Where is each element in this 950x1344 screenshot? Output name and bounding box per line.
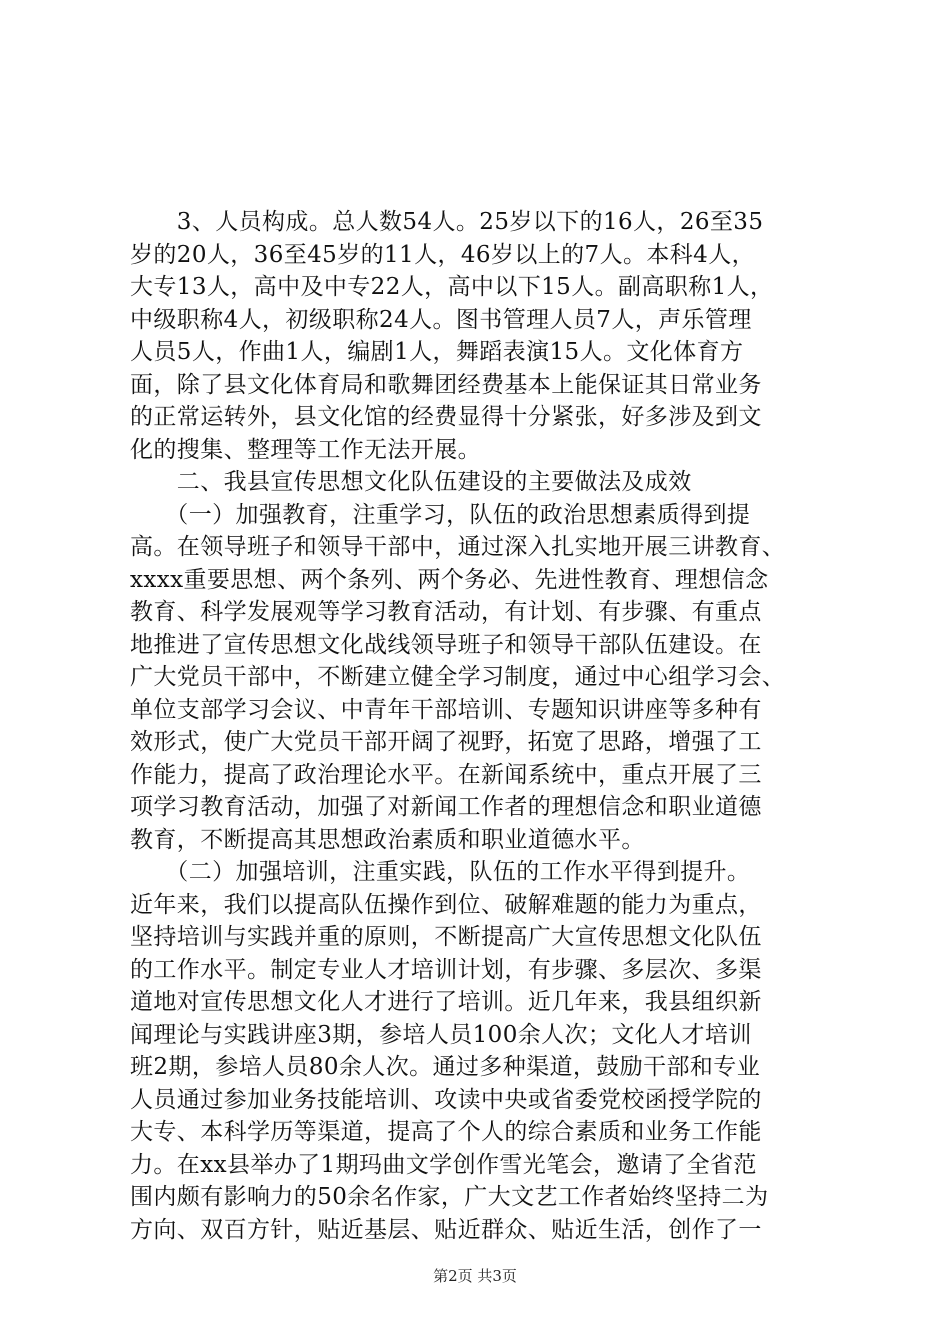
text-line: 坚持培训与实践并重的原则，不断提高广大宣传思想文化队伍 bbox=[130, 924, 762, 950]
text-line: （一）加强教育，注重学习，队伍的政治思想素质得到提 bbox=[130, 501, 751, 528]
text-line: xxxx重要思想、两个条列、两个务必、先进性教育、理想信念 bbox=[130, 566, 769, 593]
text-line: 面，除了县文化体育局和歌舞团经费基本上能保证其日常业务 bbox=[130, 371, 762, 398]
text-line: 的正常运转外，县文化馆的经费显得十分紧张，好多涉及到文 bbox=[130, 404, 762, 430]
text-line: 道地对宣传思想文化人才进行了培训。近几年来，我县组织新 bbox=[130, 989, 762, 1015]
text-line: 围内颇有影响力的50余名作家，广大文艺工作者始终坚持二为 bbox=[130, 1184, 769, 1210]
text-line: 高。在领导班子和领导干部中，通过深入扎实地开展三讲教育、 bbox=[130, 534, 786, 560]
text-line: 力。在xx县举办了1期玛曲文学创作雪光笔会，邀请了全省范 bbox=[130, 1151, 757, 1178]
text-line: 地推进了宣传思想文化战线领导班子和领导干部队伍建设。在 bbox=[130, 631, 762, 658]
text-line: 的工作水平。制定专业人才培训计划，有步骤、多层次、多渠 bbox=[130, 956, 762, 983]
text-line: 方向、双百方针，贴近基层、贴近群众、贴近生活，创作了一 bbox=[130, 1216, 762, 1243]
text-line: 单位支部学习会议、中青年干部培训、专题知识讲座等多种有 bbox=[130, 696, 762, 723]
text-line: 中级职称4人，初级职称24人。图书管理人员7人，声乐管理 bbox=[130, 306, 752, 333]
text-line: 项学习教育活动，加强了对新闻工作者的理想信念和职业道德 bbox=[130, 794, 762, 820]
text-line: 化的搜集、整理等工作无法开展。 bbox=[130, 436, 481, 463]
text-line: 效形式，使广大党员干部开阔了视野，拓宽了思路，增强了工 bbox=[130, 729, 762, 755]
text-line: 大专13人，高中及中专22人，高中以下15人。副高职称1人， bbox=[130, 274, 774, 300]
text-line: 闻理论与实践讲座3期，参培人员100余人次；文化人才培训 bbox=[130, 1021, 752, 1048]
text-line: 岁的20人，36至45岁的11人，46岁以上的7人。本科4人， bbox=[130, 241, 755, 268]
text-line: 近年来，我们以提高队伍操作到位、破解难题的能力为重点， bbox=[130, 891, 762, 918]
text-line: 人员5人，作曲1人，编剧1人，舞蹈表演15人。文化体育方 bbox=[130, 339, 744, 365]
text-line: 广大党员干部中，不断建立健全学习制度，通过中心组学习会、 bbox=[130, 664, 786, 690]
text-line: 3、人员构成。总人数54人。25岁以下的16人，26至35 bbox=[130, 209, 764, 235]
text-line: 作能力，提高了政治理论水平。在新闻系统中，重点开展了三 bbox=[130, 761, 762, 788]
section-heading: 二、我县宣传思想文化队伍建设的主要做法及成效 bbox=[130, 469, 692, 495]
text-line: 人员通过参加业务技能培训、攻读中央或省委党校函授学院的 bbox=[130, 1086, 762, 1113]
text-line: 教育，不断提高其思想政治素质和职业道德水平。 bbox=[130, 826, 645, 853]
text-line: 大专、本科学历等渠道，提高了个人的综合素质和业务工作能 bbox=[130, 1119, 762, 1145]
body-text bbox=[130, 206, 830, 1246]
text-line: 教育、科学发展观等学习教育活动，有计划、有步骤、有重点 bbox=[130, 599, 762, 625]
text-line: （二）加强培训，注重实践，队伍的工作水平得到提升。 bbox=[130, 859, 751, 885]
page-number-footer: 第2页 共3页 bbox=[433, 1267, 517, 1285]
text-line: 班2期，参培人员80余人次。通过多种渠道，鼓励干部和专业 bbox=[130, 1054, 761, 1080]
